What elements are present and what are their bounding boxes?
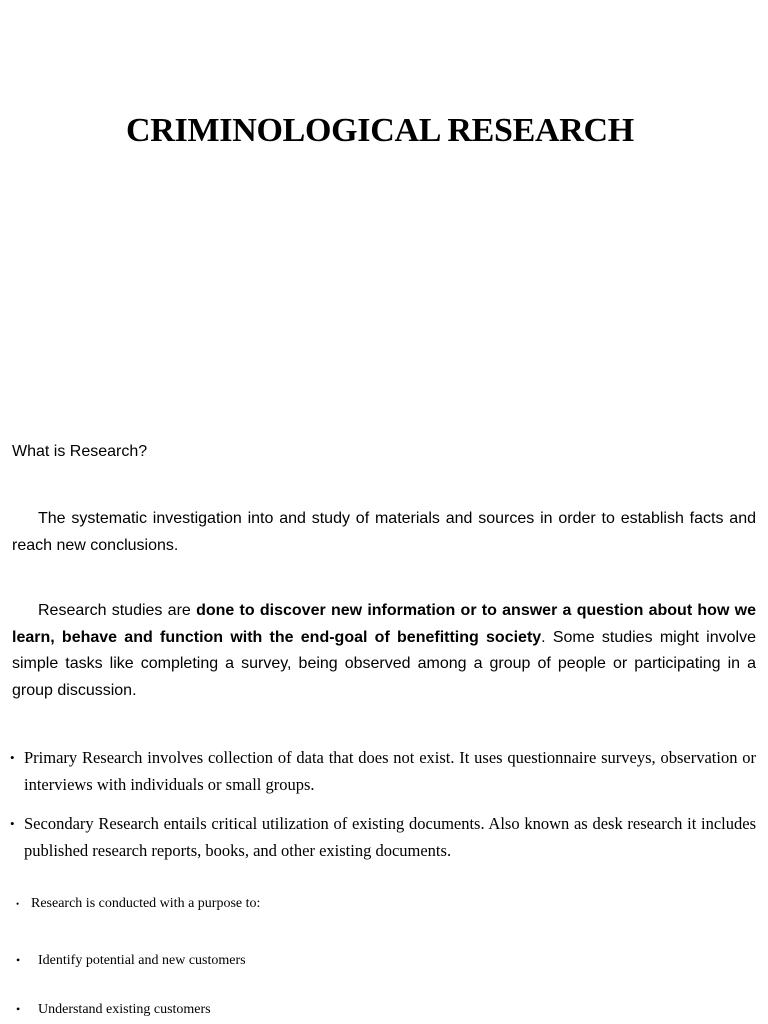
studies-paragraph xyxy=(12,598,756,704)
bullet-marker: • xyxy=(10,816,15,831)
purpose-text: Research is conducted with a purpose to: xyxy=(31,896,261,912)
studies-rest: . Some studies might involve simple tasks like completing a survey, being observed among a group of people or participating in a group discussion. xyxy=(12,628,756,699)
purpose-list-item xyxy=(16,950,246,971)
bullet-marker: • xyxy=(10,750,15,765)
primary-research-item xyxy=(10,745,756,798)
secondary-research-text: Secondary Research entails critical utilization of existing documents. Also known as desk research it includes published research reports, books, and other existing documents. xyxy=(24,814,756,860)
purpose-list-item xyxy=(16,999,211,1020)
document-title: CRIMINOLOGICAL RESEARCH xyxy=(126,112,634,149)
primary-research-text: Primary Research involves collection of data that does not exist. It uses questionnaire surveys, observation or interviews with individuals or small groups. xyxy=(24,748,756,794)
secondary-research-item xyxy=(10,811,756,864)
purpose-item-text: Understand existing customers xyxy=(38,1002,211,1017)
bullet-marker: • xyxy=(16,1002,21,1016)
section-question: What is Research? xyxy=(12,443,148,460)
purpose-intro xyxy=(16,894,260,914)
bullet-marker: • xyxy=(16,899,20,909)
definition-paragraph: The systematic investigation into and study of materials and sources in order to establish facts and reach new conclusions. xyxy=(12,510,756,554)
purpose-item-text: Identify potential and new customers xyxy=(38,953,246,968)
studies-emphasis: done to discover new information or to answer a question about how we learn, behave and function with the end-goal of benefitting society xyxy=(12,602,756,646)
bullet-marker: • xyxy=(16,953,21,967)
studies-lead: Research studies are xyxy=(38,602,197,619)
